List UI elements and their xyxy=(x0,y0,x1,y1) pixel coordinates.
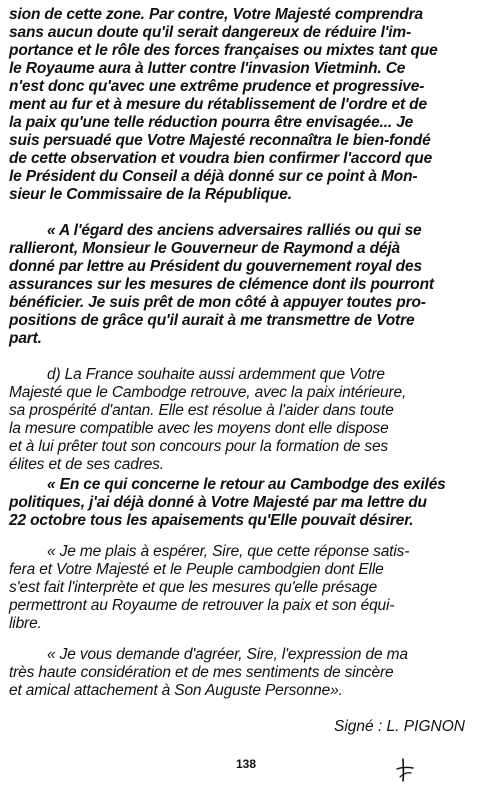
text-line: sa prospérité d'antan. Elle est résolue à l'aider dans toute xyxy=(9,402,394,419)
text-line: et à lui prêter tout son concours pour la formation de ses xyxy=(9,438,389,455)
text-line: ment au fur et à mesure du rétablissement de l'ordre et de xyxy=(9,96,427,113)
signature: Signé : L. PIGNON xyxy=(334,718,465,735)
text-line: de cette observation et voudra bien confirmer l'accord que xyxy=(9,150,433,167)
text-line: le Royaume aura à lutter contre l'invasion Vietminh. Ce xyxy=(9,60,406,77)
text-line: la mesure compatible avec les moyens dont elle dispose xyxy=(9,420,389,437)
text-line: part. xyxy=(9,330,42,347)
text-line: suis persuadé que Votre Majesté reconnaîtra le bien-fondé xyxy=(9,132,431,149)
text-line: « En ce qui concerne le retour au Cambodge des exilés xyxy=(47,476,446,493)
page-number: 138 xyxy=(236,757,257,771)
text-line: rallieront, Monsieur le Gouverneur de Raymond a déjà xyxy=(9,240,400,257)
text-line: sion de cette zone. Par contre, Votre Majesté comprendra xyxy=(9,6,423,23)
text-line: assurances sur les mesures de clémence dont ils pourront xyxy=(9,276,434,293)
text-line: fera et Votre Majesté et le Peuple cambodgien dont Elle xyxy=(9,561,384,578)
text-line: Majesté que le Cambodge retrouve, avec la paix intérieure, xyxy=(9,384,407,401)
text-line: libre. xyxy=(9,615,42,632)
text-line: très haute considération et de mes sentiments de sincère xyxy=(9,664,394,681)
text-line: portance et le rôle des forces françaises ou mixtes tant que xyxy=(9,42,438,59)
text-line: donné par lettre au Président du gouvernement royal des xyxy=(9,258,422,275)
text-line: « Je vous demande d'agréer, Sire, l'expression de ma xyxy=(47,646,408,663)
text-line: et amical attachement à Son Auguste Personne». xyxy=(9,682,343,699)
text-line: positions de grâce qu'il aurait à me transmettre de Votre xyxy=(9,312,415,329)
text-line: « Je me plais à espérer, Sire, que cette réponse satis- xyxy=(47,543,410,560)
text-line: politiques, j'ai déjà donné à Votre Majesté par ma lettre du xyxy=(9,494,427,511)
text-line: s'est fait l'interprète et que les mesures qu'elle présage xyxy=(9,579,378,596)
text-line: permettront au Royaume de retrouver la paix et son équi- xyxy=(9,597,395,614)
text-line: la paix qu'une telle réduction pourra être envisagée... Je xyxy=(9,114,414,131)
text-line: d) La France souhaite aussi ardemment que Votre xyxy=(47,366,385,383)
handwritten-mark-icon xyxy=(394,757,416,783)
text-line: sans aucun doute qu'il serait dangereux de réduire l'im- xyxy=(9,24,412,41)
text-line: sieur le Commissaire de la République. xyxy=(9,186,292,203)
text-line: 22 octobre tous les apaisements qu'Elle pouvait désirer. xyxy=(9,512,414,529)
text-line: le Président du Conseil a déjà donné sur ce point à Mon- xyxy=(9,168,418,185)
text-line: n'est donc qu'avec une extrême prudence et progressive- xyxy=(9,78,425,95)
text-line: « A l'égard des anciens adversaires ralliés ou qui se xyxy=(47,222,422,239)
text-line: élites et de ses cadres. xyxy=(9,456,164,473)
text-line: bénéficier. Je suis prêt de mon côté à appuyer toutes pro- xyxy=(9,294,426,311)
